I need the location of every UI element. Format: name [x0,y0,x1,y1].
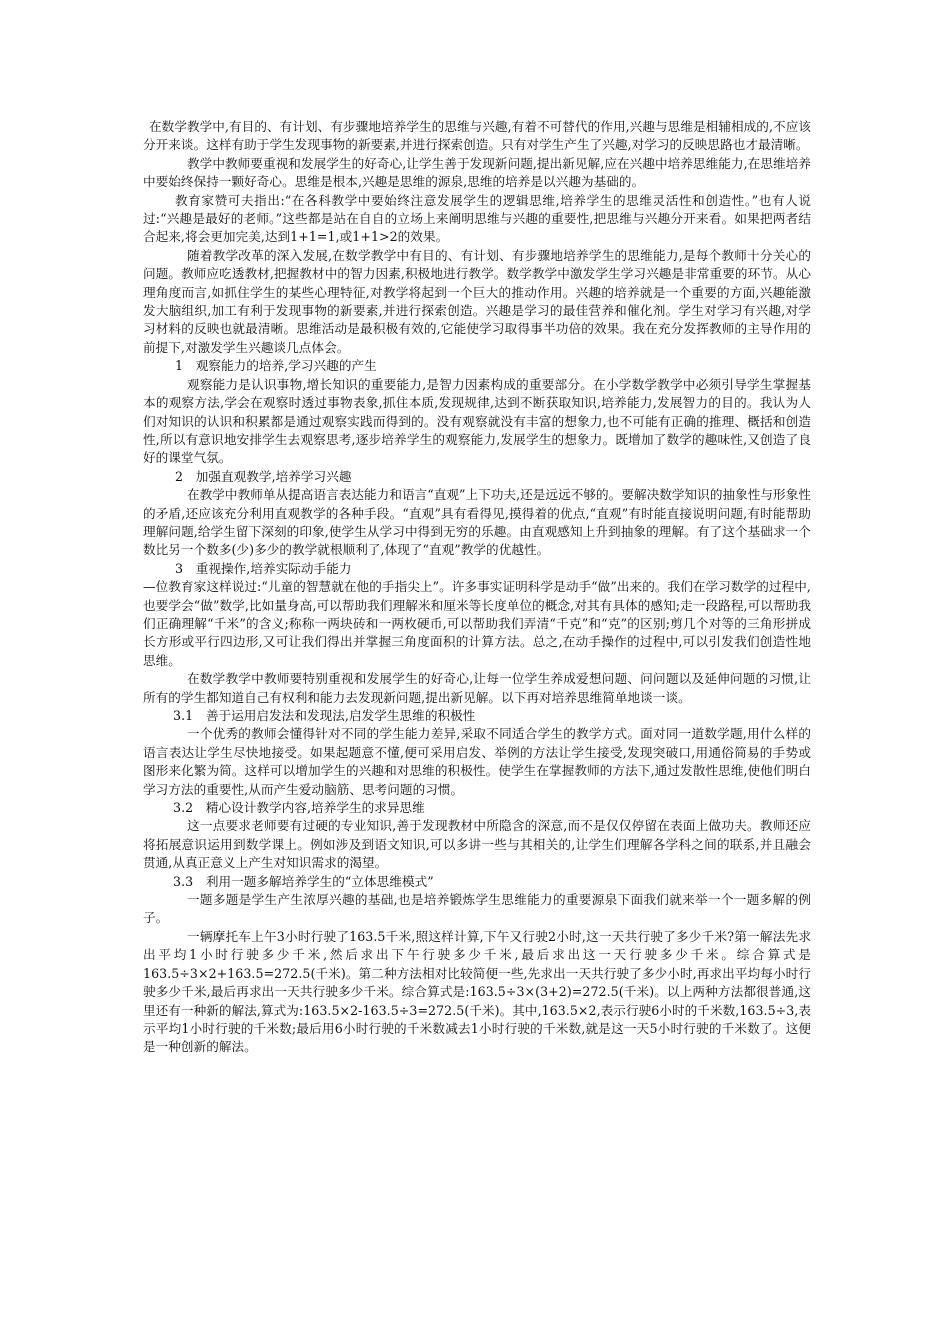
paragraph-hands-on: —位教育家这样说过:“儿童的智慧就在他的手指尖上”。许多事实证明科学是动手“做”出来的。我们在学习数学的过程中,也要学会“做”数学,比如量身高,可以帮助我们理解米和厘米等长度单位的概念,对其有具体的感知;走一段路程,可以帮助我们正确理解“千米”的含义;称称一两块砖和一两枚硬币,可以帮助我们弄清“千克”和“克”的区别;剪几个对等的三角形拼成长方形或平行四边形,又可让我们得出并掌握三角度面积的计算方法。总之,在动手操作的过程中,可以引发我们创造性地思维。 [143,579,811,668]
paragraph-curiosity: 教学中教师要重视和发展学生的好奇心,让学生善于发现新问题,提出新见解,应在兴趣中培养思维能力,在思维培养中要始终保持一颗好奇心。思维是根本,兴趣是思维的源泉,思维的培养是以兴趣为基础的。 [143,155,811,190]
paragraph-heuristic: 一个优秀的教师会懂得针对不同的学生能力差异,采取不同适合学生的教学方式。面对同一道数学题,用什么样的语言表达让学生尽快地接受。如果起题意不懂,便可采用启发、举例的方法让学生接受,发现突破口,用通俗简易的手势或图形来化繁为简。这样可以增加学生的兴趣和对思维的积极性。使学生在掌握教师的方法下,通过发散性思维,使他们明白学习方法的重要性,从而产生爱动脑筋、思考问题的习惯。 [143,726,811,797]
section-heading-3-1: 3.1 善于运用启发法和发现法,启发学生思维的积极性 [173,708,476,723]
paragraph-intro: 在数学教学中,有目的、有计划、有步骤地培养学生的思维与兴趣,有着不可替代的作用,兴趣与思维是相辅相成的,不应该分开来谈。这样有助于学生发现事物的新要素,并进行探索创造。只有对学生产生了兴趣,对学习的反映思路也才最清晰。 [143,119,811,153]
paragraph-design-content: 这一点要求老师要有过硬的专业知识,善于发现教材中所隐含的深意,而不是仅仅停留在表面上做功夫。教师还应将拓展意识运用到数学课上。例如涉及到语文知识,可以多讲一些与其相关的,让学生们理解各学科之间的联系,并且融会贯通,从真正意义上产生对知识需求的渴望。 [143,818,811,871]
section-heading-2: 2 加强直观教学,培养学习兴趣 [175,468,352,484]
section-heading-3-3: 3.3 利用一题多解培养学生的“立体思维模式” [173,873,434,889]
paragraph-intuitive-teaching: 在教学中教师单从提高语言表达能力和语言“直观”上下功夫,还是远远不够的。要解决数学知识的抽象性与形象性的矛盾,还应该充分利用直观教学的各种手段。“直观”具有看得见,摸得着的优点,“直观”有时能直接说明问题,有时能帮助理解问题,给学生留下深刻的印象,使学生从学习中得到无穷的乐趣。由直观感知上升到抽象的理解。有了这个基础求一个数比另一个数多(少)多少的教学就根顺利了,体现了“直观”教学的优越性。 [143,487,811,558]
paragraph-reform: 随着教学改革的深入发展,在数学教学中有目的、有计划、有步骤地培养学生的思维能力,是每个教师十分关心的问题。教师应吃透教材,把握教材中的智力因素,积极地进行教学。数学教学中激发学生学习兴趣是非常重要的环节。从心理角度而言,如抓住学生的某些心理特征,对教学将起到一个巨大的推动作用。兴趣的培养就是一个重要的方面,兴趣能激发大脑组织,加工有利于发现事物的新要素,并进行探索创造。兴趣是学习的最佳营养和催化剂。学生对学习有兴趣,对学习材料的反映也就最清晰。思维活动是最积极有效的,它能使学习取得事半功倍的效果。我在充分发挥教师的主导作用的前提下,对激发学生兴趣谈几点体会。 [143,247,811,355]
paragraph-zankov-quote: 教育家赞可夫指出:“在各科教学中要始终注意发展学生的逻辑思维,培养学生的思维灵活性和创造性。”也有人说过:“兴趣是最好的老师。”这些都是站在自自的立场上来阐明思维与兴趣的重要性,把思维与兴趣分开来看。如果把两者结合起来,将会更加完美,达到1+1=1,或1+1>2的效果。 [143,192,811,245]
section-heading-3: 3 重视操作,培养实际动手能力 [175,560,352,576]
paragraph-motorcycle-example: 一辆摩托车上午3小时行驶了163.5千米,照这样计算,下午又行驶2小时,这一天共行驶了多少千米?第一解法先求出平均1小时行驶多少千米,然后求出下午行驶多少千米,最后求出这一天行驶多少千米。综合算式是163.5÷3×2+163.5=272.5(千米)。第二种方法相对比较简便一些,先求出一天共行驶了多少小时,再求出平均每小时行驶多少千米,最后再求出一天共行驶多少千米。综合算式是:163.5÷3×(3+2)=272.5(千米)。以上两种方法都很普通,这里还有一种新的解法,算式为:163.5×2-163.5÷3=272.5(千米)。其中,163.5×2,表示行驶6小时的千米数,163.5÷3,表示平均1小时行驶的千米数;最后用6小时行驶的千米数减去1小时行驶的千米数,就是这一天5小时行驶的千米数了。这便是一种创新的解法。 [143,928,811,1055]
paragraph-observation: 观察能力是认识事物,增长知识的重要能力,是智力因素构成的重要部分。在小学数学教学中必须引导学生掌握基本的观察方法,学会在观察时透过事物表象,抓住本质,发现规律,达到不断获取知识,培养能力,发展智力的目的。我认为人们对知识的认识和积累都是通过观察实践而得到的。没有观察就没有丰富的想象力,也不可能有正确的推理、概括和创造性,所以有意识地安排学生去观察思考,逐步培养学生的观察能力,发展学生的想象力。既增加了数学的趣味性,又创造了良好的课堂气氛。 [143,376,811,466]
paragraph-multi-solution: 一题多题是学生产生浓厚兴趣的基础,也是培养锻炼学生思维能力的重要源泉下面我们就来举一个一题多解的例子。 [143,892,811,926]
paragraph-thinking-intro: 在数学教学中教师要特别重视和发展学生的好奇心,让每一位学生养成爱想问题、问问题以及延伸问题的习惯,让所有的学生都知道自己有权利和能力去发现新问题,提出新见解。以下再对培养思维简单地谈一谈。 [143,671,811,705]
document-page [143,118,811,1057]
section-heading-3-2: 3.2 精心设计教学内容,培养学生的求异思维 [173,800,425,816]
section-heading-1: 1 观察能力的培养,学习兴趣的产生 [175,358,377,374]
